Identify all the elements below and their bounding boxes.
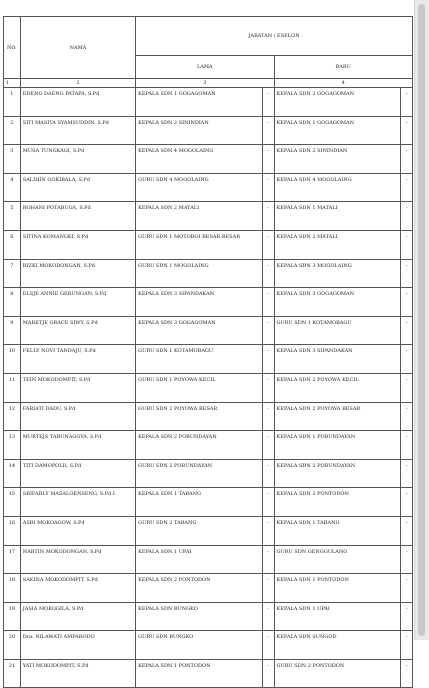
row-eselon-lama: - [263,574,275,603]
row-no: 12 [4,402,21,431]
row-no: 3 [4,145,21,174]
row-no: 10 [4,345,21,374]
header-jabatan: JABATAN / ESELON [136,17,413,56]
row-jabatan-lama: GURU SDN 2 POYOWA BESAR [136,402,263,431]
row-eselon-baru: - [401,259,413,288]
row-jabatan-baru: KEPALA SDN 2 SININDIAN [274,145,401,174]
row-no: 4 [4,173,21,202]
jabatan-table [3,16,413,688]
row-eselon-lama: - [263,516,275,545]
row-eselon-lama: - [263,116,275,145]
row-jabatan-baru: KEPALA SDN 3 GOGAGOMAN [274,288,401,317]
row-no: 20 [4,631,21,660]
row-nama: SALIHIN GOKIBALA, S.Pd [20,173,135,202]
row-no: 6 [4,230,21,259]
row-jabatan-lama: GURU SDN 2 POBUNDAYAN [136,459,263,488]
row-nama: ELSJE ANNIE GERUNGAN, S.Pd [20,288,135,317]
row-eselon-lama: - [263,288,275,317]
table-row [4,459,413,488]
table-body [4,88,413,688]
row-no: 7 [4,259,21,288]
row-eselon-lama: - [263,259,275,288]
row-nama: MARETJE GRACE SIWY, S.Pd [20,316,135,345]
row-eselon-lama: - [263,316,275,345]
row-eselon-baru: - [401,316,413,345]
row-nama: MURTEJS TABUNAGGYA, S.Pd [20,431,135,460]
table-row [4,373,413,402]
row-eselon-baru: - [401,116,413,145]
column-number: 3 [136,79,274,88]
row-eselon-baru: - [401,288,413,317]
row-jabatan-lama: GURU SDN 2 TABANG [136,516,263,545]
row-jabatan-baru: KEPALA SDN 1 GOGAGOMAN [274,116,401,145]
header-baru: BARU [274,56,412,79]
row-no: 5 [4,202,21,231]
column-number: 4 [274,79,412,88]
row-eselon-baru: - [401,345,413,374]
row-nama: FELLY NOVI TANDAJU, S.Pd [20,345,135,374]
row-no: 11 [4,373,21,402]
row-jabatan-lama: KEPALA SDN 1 GOGAGOMAN [136,88,263,117]
table-row [4,602,413,631]
row-jabatan-baru: KEPALA SDN 1 PONTODON [274,574,401,603]
table-row [4,230,413,259]
row-no: 21 [4,659,21,688]
row-no: 9 [4,316,21,345]
row-eselon-lama: - [263,145,275,174]
row-jabatan-baru: GURU SDN GENGGULANG [274,545,401,574]
row-eselon-baru: - [401,173,413,202]
row-jabatan-baru: GURU SDN 1 KOTAMOBAGU [274,316,401,345]
row-jabatan-lama: GURU SDN 4 MOGOLAING [136,173,263,202]
row-jabatan-baru: KEPALA SDN 4 MOGOLAING [274,173,401,202]
row-jabatan-lama: KEPALA SDN 2 SININDIAN [136,116,263,145]
table-row [4,659,413,688]
row-jabatan-baru: KEPALA SDN SUNGOD [274,631,401,660]
row-eselon-baru: - [401,402,413,431]
table-row [4,345,413,374]
row-nama: MUSA TUNGKAGI, S.Pd [20,145,135,174]
table-row [4,316,413,345]
row-jabatan-baru: KEPALA SDN 1 MATALI [274,202,401,231]
row-eselon-lama: - [263,545,275,574]
row-jabatan-baru: GURU SDN 2 PONTODON [274,659,401,688]
vertical-scrollbar[interactable] [414,0,429,640]
row-no: 19 [4,602,21,631]
row-jabatan-baru: KEPALA SDN 2 POBUNDAYAN [274,459,401,488]
row-eselon-baru: - [401,373,413,402]
row-jabatan-baru: KEPALA SDN 2 GOGAGOMAN [274,88,401,117]
header-no: NO. [4,17,21,79]
row-jabatan-baru: KEPALA SDN 1 UPAI [274,602,401,631]
row-jabatan-lama: KEPALA SDN 1 TABANG [136,488,263,517]
table-row [4,116,413,145]
row-eselon-lama: - [263,602,275,631]
table-row [4,88,413,117]
table-row [4,202,413,231]
row-eselon-baru: - [401,659,413,688]
row-jabatan-lama: KEPALA SDN 4 MOGOLAING [136,145,263,174]
row-jabatan-lama: KEPALA SDN 2 MATALI [136,202,263,231]
row-nama: Dra. NILAWATI AMPARODO [20,631,135,660]
row-nama: ASRI MOKOAGOW, S.Pd [20,516,135,545]
row-eselon-baru: - [401,602,413,631]
row-jabatan-baru: KEPALA SDN 3 SIPANDAKAN [274,345,401,374]
row-jabatan-lama: KEPALA SDN 2 POBUNDAYAN [136,431,263,460]
row-jabatan-baru: KEPALA SDN 2 POYOWA BESAR [274,402,401,431]
table-row [4,488,413,517]
row-jabatan-lama: KEPALA SDN 2 PONTODON [136,574,263,603]
row-eselon-lama: - [263,459,275,488]
row-jabatan-lama: KEPALA SDN 3 SIPANDAKAN [136,288,263,317]
row-eselon-baru: - [401,230,413,259]
row-eselon-lama: - [263,631,275,660]
row-jabatan-lama: KEPALA SDN BUNGKO [136,602,263,631]
table-row [4,631,413,660]
row-jabatan-baru: KEPALA SDN 2 PONTODON [274,488,401,517]
row-jabatan-baru: KEPALA SDN 2 POYOWA KECIL [274,373,401,402]
row-jabatan-baru: KEPALA SDN 2 MATALI [274,230,401,259]
row-no: 15 [4,488,21,517]
row-nama: RIZKI MOKODONGAN, S.Pd [20,259,135,288]
row-eselon-lama: - [263,230,275,259]
header-lama: LAMA [136,56,274,79]
table-row [4,288,413,317]
row-jabatan-lama: KEPALA SDN 1 PONTODON [136,659,263,688]
row-jabatan-lama: GURU SDN 1 MOTOBOI BESAR BESAR [136,230,263,259]
row-nama: TEIN MOKODOMPIT, S.Pd [20,373,135,402]
row-nama: EDENG DAENG PATAPA, S.Pd [20,88,135,117]
row-eselon-baru: - [401,145,413,174]
row-no: 14 [4,459,21,488]
row-eselon-baru: - [401,488,413,517]
row-jabatan-lama: KEPALA SDN 3 GOGAGOMAN [136,316,263,345]
row-eselon-baru: - [401,88,413,117]
row-jabatan-lama: GURU SDN 1 KOTAMOBAGU [136,345,263,374]
row-jabatan-lama: KEPALA SDN 1 UPAI [136,545,263,574]
table-row [4,574,413,603]
row-nama: SITI MASITA SYAMSUDDIN, S.Pd [20,116,135,145]
row-eselon-lama: - [263,373,275,402]
table-row [4,516,413,545]
row-eselon-baru: - [401,545,413,574]
row-eselon-lama: - [263,173,275,202]
row-eselon-lama: - [263,431,275,460]
row-no: 2 [4,116,21,145]
row-no: 16 [4,516,21,545]
table-row [4,431,413,460]
row-eselon-lama: - [263,202,275,231]
row-nama: TITI DAMOPOLII, S.Pd [20,459,135,488]
row-nama: SITINA KOMANGKI, S.Pd [20,230,135,259]
table-row [4,173,413,202]
row-nama: YATI MOKODOMPIT, S.Pd [20,659,135,688]
row-eselon-baru: - [401,202,413,231]
row-nama: SRIFARLY MASALOENSENG, S.Pd.I [20,488,135,517]
column-number: 1 [4,79,21,88]
row-jabatan-baru: KEPALA SDN 1 TABANG [274,516,401,545]
row-eselon-baru: - [401,631,413,660]
row-nama: FARIATI DADU, S.Pd [20,402,135,431]
row-jabatan-lama: GURU SDN 1 MOGOLAING [136,259,263,288]
row-eselon-lama: - [263,345,275,374]
row-jabatan-baru: KEPALA SDN 3 MOGOLAING [274,259,401,288]
row-jabatan-lama: GURU SDN 1 POYOWA KECIL [136,373,263,402]
row-nama: JASIA MOKOGILA, S.Pd [20,602,135,631]
row-eselon-lama: - [263,488,275,517]
row-no: 8 [4,288,21,317]
row-nama: SAKINA MOKODOMPIT, S.Pd [20,574,135,603]
table-row [4,259,413,288]
table-row [4,545,413,574]
row-no: 17 [4,545,21,574]
row-eselon-lama: - [263,402,275,431]
row-eselon-lama: - [263,659,275,688]
row-eselon-baru: - [401,459,413,488]
column-number: 2 [20,79,135,88]
row-nama: NARTIN MOKODONGAN, S.Pd [20,545,135,574]
row-eselon-lama: - [263,88,275,117]
row-eselon-baru: - [401,574,413,603]
row-no: 1 [4,88,21,117]
table-row [4,402,413,431]
row-no: 18 [4,574,21,603]
row-jabatan-baru: KEPALA SDN 1 POBUNDAYAN [274,431,401,460]
row-nama: ROHANI POTABUGA, S.Pd [20,202,135,231]
header-nama: NAMA [20,17,135,79]
row-eselon-baru: - [401,516,413,545]
row-eselon-baru: - [401,431,413,460]
scrollbar-thumb[interactable] [418,4,425,636]
row-no: 13 [4,431,21,460]
table-row [4,145,413,174]
row-jabatan-lama: GURU SDN BUNGKO [136,631,263,660]
